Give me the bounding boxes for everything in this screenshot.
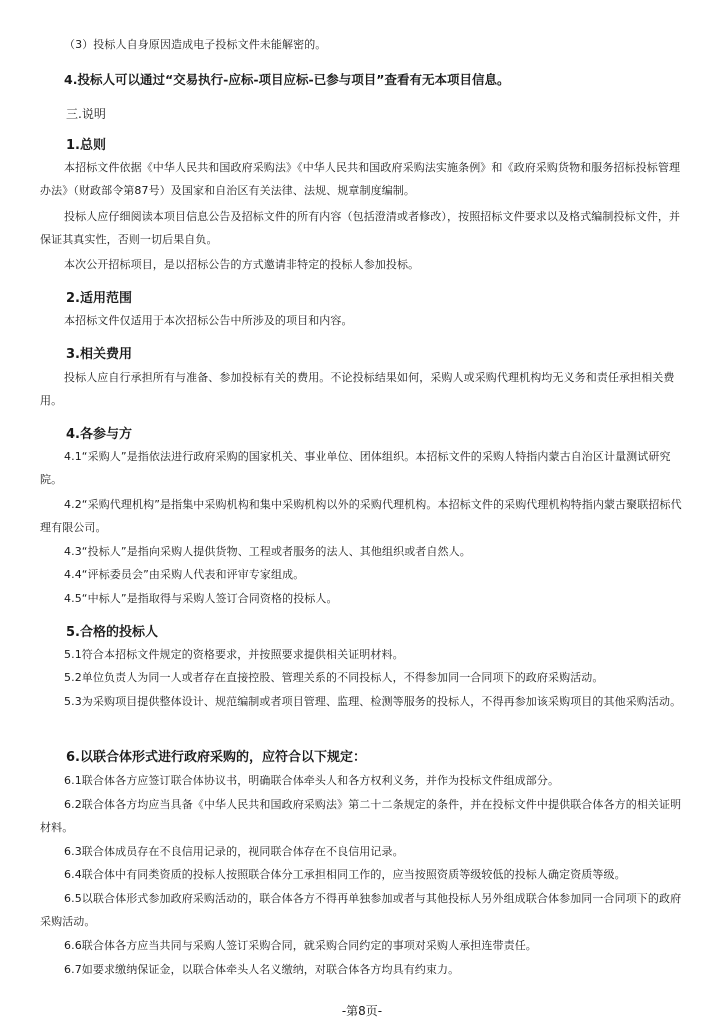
consortium-item-6-7: 6.7如要求缴纳保证金，以联合体牵头人名义缴纳，对联合体各方均具有约束力。 — [64, 963, 460, 976]
consortium-item-6-1: 6.1联合体各方应签订联合体协议书，明确联合体牵头人和各方权利义务，并作为投标文件组成部分。 — [64, 774, 560, 787]
qualified-item-5-1: 5.1符合本招标文件规定的资格要求，并按照要求提供相关证明材料。 — [64, 648, 404, 661]
qualified-item-5-3: 5.3为采购项目提供整体设计、规范编制或者项目管理、监理、检测等服务的投标人，不得再参加该采购项目的其他采购活动。 — [64, 695, 682, 708]
heading-consortium: 6.以联合体形式进行政府采购的，应符合以下规定： — [66, 750, 366, 765]
heading-qualified-bidders: 5.合格的投标人 — [66, 625, 158, 640]
intro-line: （3）投标人自身原因造成电子投标文件未能解密的。 — [64, 38, 327, 51]
heading-general: 1.总则 — [66, 138, 106, 153]
consortium-item-6-5: 6.5以联合体形式参加政府采购活动的，联合体各方不得再单独参加或者与其他投标人另外组成联合体参加同一合同项下的政府采购活动。 — [40, 892, 682, 928]
parties-item-4-1: 4.1“采购人”是指依法进行政府采购的国家机关、事业单位、团体组织。本招标文件的采购人特指内蒙古自治区计量测试研究院。 — [40, 450, 671, 486]
section-title: 三.说明 — [66, 107, 106, 121]
consortium-item-6-6: 6.6联合体各方应当共同与采购人签订采购合同，就采购合同约定的事项对采购人承担连带责任。 — [64, 939, 537, 952]
parties-item-4-5: 4.5“中标人”是指取得与采购人签订合同资格的投标人。 — [64, 592, 338, 605]
qualified-item-5-2: 5.2单位负责人为同一人或者存在直接控股、管理关系的不同投标人，不得参加同一合同项下的政府采购活动。 — [64, 671, 604, 684]
general-paragraph-3: 本次公开招标项目，是以招标公告的方式邀请非特定的投标人参加投标。 — [64, 258, 420, 271]
consortium-item-6-3: 6.3联合体成员存在不良信用记录的，视同联合体存在不良信用记录。 — [64, 845, 404, 858]
heading-parties: 4.各参与方 — [66, 427, 132, 442]
lead-note: 4.投标人可以通过“交易执行-应标-项目应标-已参与项目”查看有无本项目信息。 — [64, 72, 510, 87]
parties-item-4-2: 4.2“采购代理机构”是指集中采购机构和集中采购机构以外的采购代理机构。本招标文件的采购代理机构特指内蒙古聚联招标代理有限公司。 — [40, 498, 682, 534]
parties-item-4-3: 4.3“投标人”是指向采购人提供货物、工程或者服务的法人、其他组织或者自然人。 — [64, 545, 471, 558]
general-paragraph-1: 本招标文件依据《中华人民共和国政府采购法》《中华人民共和国政府采购法实施条例》和《政府采购货物和服务招标投标管理办法》（财政部令第87号）及国家和自治区有关法律、法规、规章制度编制。 — [40, 161, 681, 197]
page-number: -第8页- — [341, 1004, 383, 1018]
costs-paragraph: 投标人应自行承担所有与准备、参加投标有关的费用。不论投标结果如何，采购人或采购代理机构均无义务和责任承担相关费用。 — [40, 371, 675, 407]
heading-scope: 2.适用范围 — [66, 291, 132, 306]
general-paragraph-2: 投标人应仔细阅读本项目信息公告及招标文件的所有内容（包括澄清或者修改），按照招标文件要求以及格式编制投标文件，并保证其真实性，否则一切后果自负。 — [40, 210, 681, 246]
heading-costs: 3.相关费用 — [66, 347, 132, 362]
scope-paragraph: 本招标文件仅适用于本次招标公告中所涉及的项目和内容。 — [64, 314, 353, 327]
consortium-item-6-2: 6.2联合体各方均应当具备《中华人民共和国政府采购法》第二十二条规定的条件，并在投标文件中提供联合体各方的相关证明材料。 — [40, 798, 682, 834]
parties-item-4-4: 4.4“评标委员会”由采购人代表和评审专家组成。 — [64, 568, 305, 581]
consortium-item-6-4: 6.4联合体中有同类资质的投标人按照联合体分工承担相同工作的，应当按照资质等级较低的投标人确定资质等级。 — [64, 868, 626, 881]
